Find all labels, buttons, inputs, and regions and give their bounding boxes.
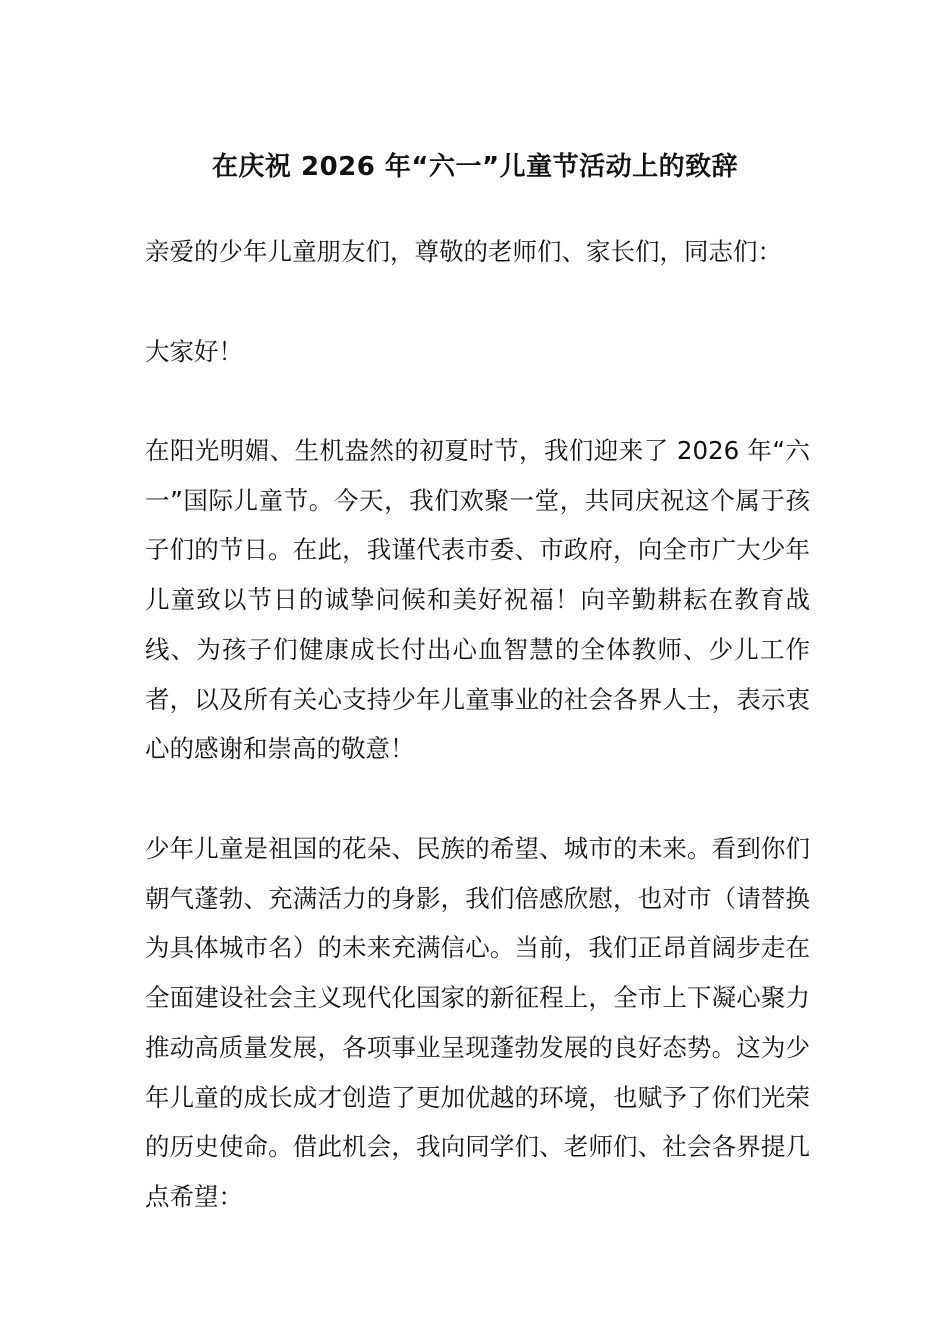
salutation-text: 亲爱的少年儿童朋友们，尊敬的老师们、家长们，同志们：	[145, 237, 782, 266]
paragraph-opening: 在阳光明媚、生机盎然的初夏时节，我们迎来了 2026 年“六一”国际儿童节。今天，我们欢聚一堂，共同庆祝这个属于孩子们的节日。在此，我谨代表市委、市政府，向全市广大少年儿童致以节日的诚挚问候和美好祝福！向辛勤耕耘在教育战线、为孩子们健康成长付出心血智慧的全体教师、少儿工作者，以及所有关心支持少年儿童事业的社会各界人士，表示衷心的感谢和崇高的敬意！	[145, 436, 810, 764]
paragraph-hopes: 少年儿童是祖国的花朵、民族的希望、城市的未来。看到你们朝气蓬勃、充满活力的身影，我们倍感欣慰，也对市（请替换为具体城市名）的未来充满信心。当前，我们正昂首阔步走在全面建设社会主义现代化国家的新征程上，全市上下凝心聚力推动高质量发展，各项事业呈现蓬勃发展的良好态势。这为少年儿童的成长成才创造了更加优越的环境，也赋予了你们光荣的历史使命。借此机会，我向同学们、老师们、社会各界提几点希望：	[145, 834, 810, 1211]
greeting-text: 大家好！	[145, 337, 243, 366]
document-title: 在庆祝 2026 年“六一”儿童节活动上的致辞	[211, 152, 739, 183]
